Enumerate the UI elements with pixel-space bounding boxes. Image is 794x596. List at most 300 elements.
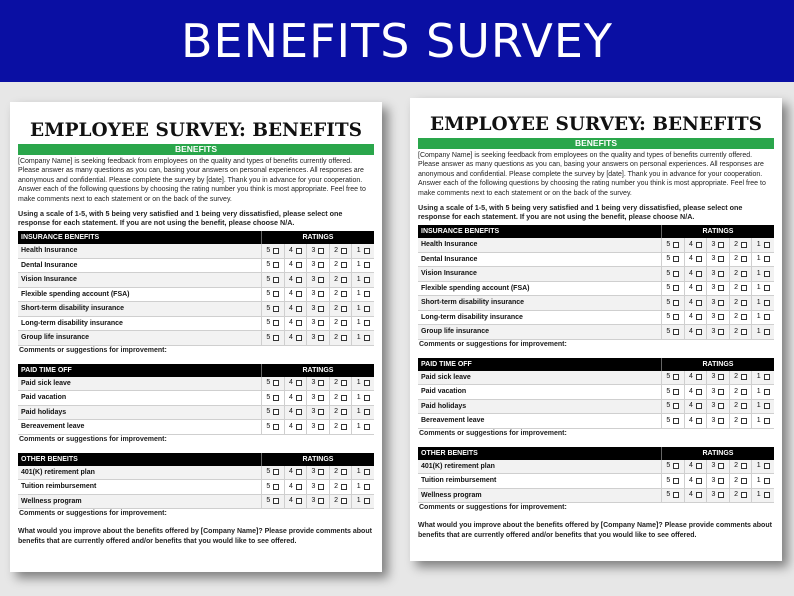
rating-checkbox[interactable]: [673, 285, 679, 291]
rating-option[interactable]: [662, 474, 685, 488]
rating-option[interactable]: [685, 325, 708, 339]
rating-option[interactable]: [307, 377, 330, 391]
rating-checkbox[interactable]: [741, 478, 747, 484]
rating-option[interactable]: [307, 406, 330, 420]
rating-checkbox[interactable]: [273, 262, 279, 268]
rating-checkbox[interactable]: [364, 291, 370, 297]
rating-option[interactable]: [307, 391, 330, 405]
rating-checkbox[interactable]: [764, 314, 770, 320]
rating-options: [262, 406, 374, 420]
table-row: [418, 238, 774, 253]
rating-option[interactable]: [662, 253, 685, 267]
rating-checkbox[interactable]: [764, 256, 770, 262]
rating-checkbox[interactable]: [741, 463, 747, 469]
rating-checkbox[interactable]: [696, 403, 702, 409]
rating-checkbox[interactable]: [341, 484, 347, 490]
rating-checkbox[interactable]: [696, 256, 702, 262]
rating-option[interactable]: [285, 244, 308, 258]
rating-option[interactable]: [330, 466, 353, 480]
rating-option[interactable]: [730, 400, 753, 414]
rating-option[interactable]: [330, 480, 353, 494]
rating-checkbox[interactable]: [273, 291, 279, 297]
rating-checkbox[interactable]: [318, 424, 324, 430]
rating-checkbox[interactable]: [296, 277, 302, 283]
rating-option[interactable]: [707, 325, 730, 339]
rating-checkbox[interactable]: [318, 469, 324, 475]
rating-checkbox[interactable]: [764, 329, 770, 335]
rating-option[interactable]: [352, 480, 374, 494]
rating-checkbox[interactable]: [341, 498, 347, 504]
rating-option[interactable]: [707, 414, 730, 428]
rating-option[interactable]: [262, 480, 285, 494]
rating-option[interactable]: [262, 406, 285, 420]
rating-option[interactable]: [352, 244, 374, 258]
rating-option[interactable]: [685, 296, 708, 310]
rating-option[interactable]: [352, 466, 374, 480]
rating-checkbox[interactable]: [341, 409, 347, 415]
rating-checkbox[interactable]: [696, 329, 702, 335]
rating-option[interactable]: [730, 253, 753, 267]
rating-option[interactable]: [352, 331, 374, 345]
rating-checkbox[interactable]: [764, 403, 770, 409]
rating-option[interactable]: [752, 400, 774, 414]
rating-option[interactable]: [685, 267, 708, 281]
rating-checkbox[interactable]: [741, 329, 747, 335]
rating-checkbox[interactable]: [673, 256, 679, 262]
rating-option[interactable]: [307, 259, 330, 273]
rating-checkbox[interactable]: [273, 380, 279, 386]
rating-checkbox[interactable]: [741, 389, 747, 395]
rating-checkbox[interactable]: [718, 389, 724, 395]
rating-option[interactable]: [707, 474, 730, 488]
rating-checkbox[interactable]: [341, 262, 347, 268]
rating-checkbox[interactable]: [673, 300, 679, 306]
rating-option[interactable]: [352, 495, 374, 509]
rating-option[interactable]: [752, 296, 774, 310]
rating-option[interactable]: [752, 267, 774, 281]
rating-option[interactable]: [262, 288, 285, 302]
rating-checkbox[interactable]: [696, 389, 702, 395]
rating-option[interactable]: [730, 296, 753, 310]
table-row: [418, 296, 774, 311]
rating-checkbox[interactable]: [673, 314, 679, 320]
rating-option[interactable]: [285, 495, 308, 509]
rating-checkbox[interactable]: [741, 314, 747, 320]
rating-option[interactable]: [752, 311, 774, 325]
rating-checkbox[interactable]: [764, 374, 770, 380]
rating-option[interactable]: [307, 480, 330, 494]
rating-option[interactable]: [685, 474, 708, 488]
rating-checkbox[interactable]: [341, 277, 347, 283]
rating-checkbox[interactable]: [364, 395, 370, 401]
comments-label: Comments or suggestions for improvement:: [19, 435, 167, 443]
rating-checkbox[interactable]: [341, 424, 347, 430]
rating-options: [262, 420, 374, 434]
rating-option[interactable]: [262, 273, 285, 287]
rating-option[interactable]: [307, 331, 330, 345]
rating-checkbox[interactable]: [364, 409, 370, 415]
rating-checkbox[interactable]: [718, 478, 724, 484]
rating-checkbox[interactable]: [318, 409, 324, 415]
rating-option[interactable]: [752, 414, 774, 428]
rating-checkbox[interactable]: [764, 478, 770, 484]
rating-checkbox[interactable]: [673, 403, 679, 409]
rating-checkbox[interactable]: [318, 291, 324, 297]
rating-options: [262, 466, 374, 480]
rating-checkbox[interactable]: [696, 242, 702, 248]
rating-checkbox[interactable]: [764, 463, 770, 469]
rating-checkbox[interactable]: [296, 380, 302, 386]
rating-checkbox[interactable]: [273, 277, 279, 283]
rating-option[interactable]: [285, 480, 308, 494]
rating-option[interactable]: [730, 325, 753, 339]
rating-checkbox[interactable]: [341, 380, 347, 386]
rating-checkbox[interactable]: [341, 469, 347, 475]
rating-option[interactable]: [285, 288, 308, 302]
rating-checkbox[interactable]: [696, 285, 702, 291]
rating-checkbox[interactable]: [318, 335, 324, 341]
rating-option[interactable]: [730, 460, 753, 474]
rating-option[interactable]: [285, 420, 308, 434]
rating-option[interactable]: [752, 253, 774, 267]
rating-checkbox[interactable]: [764, 285, 770, 291]
rating-checkbox[interactable]: [718, 314, 724, 320]
rating-checkbox[interactable]: [364, 320, 370, 326]
rating-checkbox[interactable]: [673, 329, 679, 335]
rating-checkbox[interactable]: [296, 409, 302, 415]
rating-checkbox[interactable]: [273, 320, 279, 326]
rating-checkbox[interactable]: [696, 374, 702, 380]
rating-checkbox[interactable]: [296, 248, 302, 254]
rating-option[interactable]: [330, 377, 353, 391]
rating-checkbox[interactable]: [296, 424, 302, 430]
rating-option[interactable]: [662, 414, 685, 428]
rating-option[interactable]: [285, 317, 308, 331]
rating-option[interactable]: [730, 371, 753, 385]
rating-checkbox[interactable]: [764, 418, 770, 424]
rating-checkbox[interactable]: [696, 314, 702, 320]
rating-checkbox[interactable]: [273, 395, 279, 401]
rating-option[interactable]: [662, 267, 685, 281]
rating-option[interactable]: [352, 259, 374, 273]
rating-checkbox[interactable]: [696, 463, 702, 469]
rating-checkbox[interactable]: [764, 492, 770, 498]
rating-checkbox[interactable]: [673, 271, 679, 277]
rating-option[interactable]: [752, 325, 774, 339]
section-heading: INSURANCE BENEFITS: [18, 231, 262, 244]
rating-number: 5: [266, 482, 271, 490]
rating-checkbox[interactable]: [673, 389, 679, 395]
rating-checkbox[interactable]: [673, 492, 679, 498]
rating-option[interactable]: [662, 400, 685, 414]
rating-option[interactable]: [752, 489, 774, 503]
rating-checkbox[interactable]: [318, 484, 324, 490]
intro-paragraph: [Company Name] is seeking feedback from employees on the quality and types of benefits currently offered. Please answer as many questions as you can, basing your answers on personal experiences. All responses are anonymous and confidential. Please complete the survey by [date]. Thank you in advance for your cooperation. Answer each of the following questions by choosing the rating number you think is most appropriate. Feel free to make comments next to each statement or on the back of the survey.: [418, 152, 766, 197]
rating-checkbox[interactable]: [741, 403, 747, 409]
rating-checkbox[interactable]: [673, 418, 679, 424]
rating-checkbox[interactable]: [318, 262, 324, 268]
rating-option[interactable]: [352, 317, 374, 331]
rating-checkbox[interactable]: [673, 242, 679, 248]
rating-checkbox[interactable]: [296, 306, 302, 312]
rating-option[interactable]: [307, 288, 330, 302]
rating-checkbox[interactable]: [718, 463, 724, 469]
rating-option[interactable]: [685, 371, 708, 385]
rating-option[interactable]: [662, 489, 685, 503]
rating-option[interactable]: [730, 474, 753, 488]
rating-checkbox[interactable]: [673, 463, 679, 469]
rating-option[interactable]: [707, 296, 730, 310]
rating-option[interactable]: [262, 377, 285, 391]
rating-checkbox[interactable]: [364, 335, 370, 341]
rating-option[interactable]: [707, 460, 730, 474]
rating-option[interactable]: [352, 302, 374, 316]
rating-option[interactable]: [307, 317, 330, 331]
rating-checkbox[interactable]: [364, 380, 370, 386]
rating-checkbox[interactable]: [364, 469, 370, 475]
rating-checkbox[interactable]: [673, 478, 679, 484]
rating-checkbox[interactable]: [764, 271, 770, 277]
rating-checkbox[interactable]: [318, 395, 324, 401]
rating-checkbox[interactable]: [341, 291, 347, 297]
rating-option[interactable]: [685, 414, 708, 428]
rating-checkbox[interactable]: [741, 374, 747, 380]
rating-option[interactable]: [262, 259, 285, 273]
rating-checkbox[interactable]: [718, 492, 724, 498]
rating-checkbox[interactable]: [741, 242, 747, 248]
rating-checkbox[interactable]: [718, 403, 724, 409]
rating-option[interactable]: [707, 267, 730, 281]
rating-option[interactable]: [730, 385, 753, 399]
rating-checkbox[interactable]: [341, 248, 347, 254]
rating-number: 3: [311, 482, 316, 490]
rating-checkbox[interactable]: [718, 256, 724, 262]
rating-checkbox[interactable]: [341, 320, 347, 326]
rating-number: 1: [356, 393, 361, 401]
rating-option[interactable]: [707, 238, 730, 252]
rating-checkbox[interactable]: [696, 271, 702, 277]
rating-option[interactable]: [330, 244, 353, 258]
rating-option[interactable]: [330, 288, 353, 302]
rating-option[interactable]: [752, 474, 774, 488]
rating-option[interactable]: [262, 420, 285, 434]
rating-option[interactable]: [685, 253, 708, 267]
rating-option[interactable]: [730, 489, 753, 503]
rating-checkbox[interactable]: [296, 262, 302, 268]
rating-option[interactable]: [285, 331, 308, 345]
rating-option[interactable]: [352, 406, 374, 420]
rating-checkbox[interactable]: [296, 395, 302, 401]
rating-option[interactable]: [307, 495, 330, 509]
rating-options: [662, 296, 774, 310]
rating-option[interactable]: [752, 385, 774, 399]
rating-option[interactable]: [330, 391, 353, 405]
rating-option[interactable]: [662, 325, 685, 339]
rating-option[interactable]: [707, 385, 730, 399]
rating-option[interactable]: [752, 282, 774, 296]
benefit-label: Wellness program: [418, 489, 662, 503]
rating-checkbox[interactable]: [364, 424, 370, 430]
rating-number: 2: [734, 416, 739, 424]
rating-number: 1: [356, 408, 361, 415]
rating-option[interactable]: [662, 296, 685, 310]
rating-option[interactable]: [662, 385, 685, 399]
rating-option[interactable]: [685, 489, 708, 503]
rating-checkbox[interactable]: [764, 300, 770, 306]
rating-option[interactable]: [330, 331, 353, 345]
rating-option[interactable]: [262, 466, 285, 480]
rating-option[interactable]: [262, 495, 285, 509]
rating-checkbox[interactable]: [718, 374, 724, 380]
rating-option[interactable]: [707, 311, 730, 325]
rating-checkbox[interactable]: [741, 300, 747, 306]
rating-option[interactable]: [707, 253, 730, 267]
rating-checkbox[interactable]: [741, 271, 747, 277]
rating-option[interactable]: [730, 311, 753, 325]
rating-option[interactable]: [730, 238, 753, 252]
table-row: [18, 377, 374, 392]
rating-option[interactable]: [262, 302, 285, 316]
rating-checkbox[interactable]: [696, 492, 702, 498]
rating-option[interactable]: [730, 282, 753, 296]
rating-option[interactable]: [330, 420, 353, 434]
rating-checkbox[interactable]: [296, 320, 302, 326]
rating-option[interactable]: [330, 406, 353, 420]
rating-checkbox[interactable]: [718, 418, 724, 424]
rating-option[interactable]: [752, 371, 774, 385]
rating-option[interactable]: [685, 460, 708, 474]
rating-option[interactable]: [330, 495, 353, 509]
rating-option[interactable]: [262, 317, 285, 331]
rating-checkbox[interactable]: [741, 256, 747, 262]
rating-checkbox[interactable]: [718, 271, 724, 277]
section-heading: OTHER BENEITS: [418, 447, 662, 460]
rating-checkbox[interactable]: [364, 277, 370, 283]
rating-checkbox[interactable]: [318, 277, 324, 283]
rating-option[interactable]: [352, 391, 374, 405]
rating-checkbox[interactable]: [296, 484, 302, 490]
rating-option[interactable]: [285, 391, 308, 405]
rating-option[interactable]: [330, 273, 353, 287]
rating-checkbox[interactable]: [741, 492, 747, 498]
rating-option[interactable]: [285, 377, 308, 391]
rating-option[interactable]: [352, 288, 374, 302]
rating-checkbox[interactable]: [764, 389, 770, 395]
rating-checkbox[interactable]: [296, 335, 302, 341]
rating-number: 5: [666, 255, 671, 262]
rating-option[interactable]: [285, 259, 308, 273]
rating-option[interactable]: [307, 466, 330, 480]
rating-checkbox[interactable]: [364, 262, 370, 268]
rating-option[interactable]: [662, 238, 685, 252]
rating-checkbox[interactable]: [741, 418, 747, 424]
rating-checkbox[interactable]: [273, 469, 279, 475]
rating-option[interactable]: [285, 273, 308, 287]
rating-checkbox[interactable]: [364, 248, 370, 254]
rating-checkbox[interactable]: [718, 329, 724, 335]
rating-option[interactable]: [262, 331, 285, 345]
rating-option[interactable]: [307, 273, 330, 287]
rating-option[interactable]: [685, 311, 708, 325]
rating-option[interactable]: [730, 267, 753, 281]
rating-option[interactable]: [707, 371, 730, 385]
rating-checkbox[interactable]: [273, 335, 279, 341]
rating-option[interactable]: [707, 400, 730, 414]
rating-checkbox[interactable]: [273, 409, 279, 415]
rating-checkbox[interactable]: [318, 248, 324, 254]
rating-checkbox[interactable]: [718, 300, 724, 306]
rating-option[interactable]: [330, 302, 353, 316]
rating-checkbox[interactable]: [296, 498, 302, 504]
rating-option[interactable]: [307, 244, 330, 258]
rating-option[interactable]: [352, 377, 374, 391]
rating-checkbox[interactable]: [318, 306, 324, 312]
rating-option[interactable]: [707, 489, 730, 503]
rating-option[interactable]: [730, 414, 753, 428]
rating-option[interactable]: [662, 460, 685, 474]
rating-checkbox[interactable]: [696, 418, 702, 424]
rating-checkbox[interactable]: [718, 242, 724, 248]
rating-checkbox[interactable]: [364, 306, 370, 312]
rating-option[interactable]: [662, 311, 685, 325]
rating-option[interactable]: [707, 282, 730, 296]
rating-checkbox[interactable]: [696, 478, 702, 484]
rating-option[interactable]: [285, 466, 308, 480]
rating-checkbox[interactable]: [318, 380, 324, 386]
rating-option[interactable]: [262, 391, 285, 405]
rating-option[interactable]: [685, 238, 708, 252]
rating-option[interactable]: [330, 259, 353, 273]
rating-checkbox[interactable]: [318, 498, 324, 504]
rating-option[interactable]: [285, 302, 308, 316]
rating-option[interactable]: [352, 273, 374, 287]
rating-checkbox[interactable]: [273, 248, 279, 254]
rating-number: 3: [311, 275, 316, 283]
rating-option[interactable]: [352, 420, 374, 434]
rating-checkbox[interactable]: [341, 335, 347, 341]
rating-option[interactable]: [307, 420, 330, 434]
rating-checkbox[interactable]: [741, 285, 747, 291]
rating-checkbox[interactable]: [296, 291, 302, 297]
rating-option[interactable]: [685, 282, 708, 296]
rating-option[interactable]: [262, 244, 285, 258]
rating-option[interactable]: [330, 317, 353, 331]
rating-option[interactable]: [685, 385, 708, 399]
rating-checkbox[interactable]: [318, 320, 324, 326]
rating-checkbox[interactable]: [364, 484, 370, 490]
rating-checkbox[interactable]: [341, 306, 347, 312]
rating-checkbox[interactable]: [764, 242, 770, 248]
rating-checkbox[interactable]: [273, 306, 279, 312]
rating-option[interactable]: [285, 406, 308, 420]
rating-checkbox[interactable]: [718, 285, 724, 291]
rating-checkbox[interactable]: [364, 498, 370, 504]
rating-checkbox[interactable]: [673, 374, 679, 380]
rating-checkbox[interactable]: [341, 395, 347, 401]
rating-checkbox[interactable]: [273, 424, 279, 430]
rating-checkbox[interactable]: [296, 469, 302, 475]
rating-option[interactable]: [752, 460, 774, 474]
rating-checkbox[interactable]: [273, 498, 279, 504]
rating-option[interactable]: [685, 400, 708, 414]
rating-option[interactable]: [662, 282, 685, 296]
rating-option[interactable]: [752, 238, 774, 252]
rating-checkbox[interactable]: [273, 484, 279, 490]
closing-question: What would you improve about the benefits offered by [Company Name]? Please provide comments about benefits that are currently offered and/or benefits that you would like to see offered.: [418, 522, 772, 539]
rating-option[interactable]: [662, 371, 685, 385]
rating-option[interactable]: [307, 302, 330, 316]
rating-checkbox[interactable]: [696, 300, 702, 306]
